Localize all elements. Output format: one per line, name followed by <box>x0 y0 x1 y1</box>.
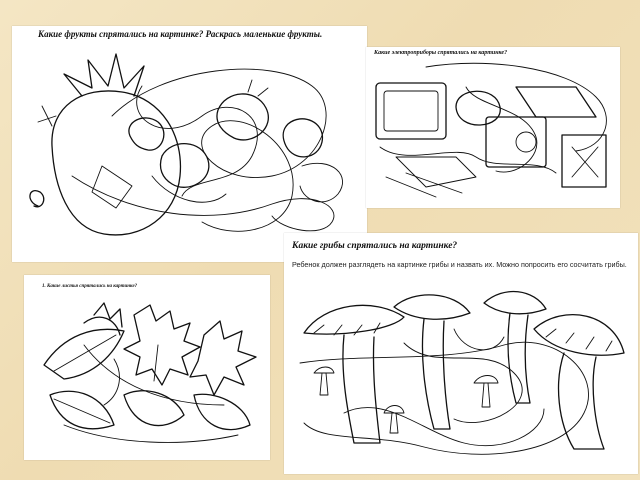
appliances-line-drawing <box>366 47 620 208</box>
mushrooms-worksheet <box>284 233 638 474</box>
leaves-line-drawing <box>24 275 270 460</box>
leaves-worksheet <box>24 275 270 460</box>
leaves-worksheet-caption: 1. Какие листья спрятались на картинке? <box>42 284 138 289</box>
mushrooms-line-drawing <box>284 233 638 474</box>
fruits-worksheet <box>12 26 367 262</box>
mushrooms-worksheet-instruction: Ребенок должен разглядеть на картинке грибы и назвать их. Можно попросить его сосчитать грибы. <box>292 260 627 269</box>
appliances-worksheet-caption: Какие электроприборы спрятались на картинке? <box>374 50 508 56</box>
fruits-worksheet-caption: Какие фрукты спрятались на картинке? Раскрась маленькие фрукты. <box>38 29 323 39</box>
mushrooms-worksheet-caption: Какие грибы спрятались на картинке? <box>292 241 458 251</box>
fruits-line-drawing <box>12 26 367 262</box>
appliances-worksheet <box>366 47 620 208</box>
